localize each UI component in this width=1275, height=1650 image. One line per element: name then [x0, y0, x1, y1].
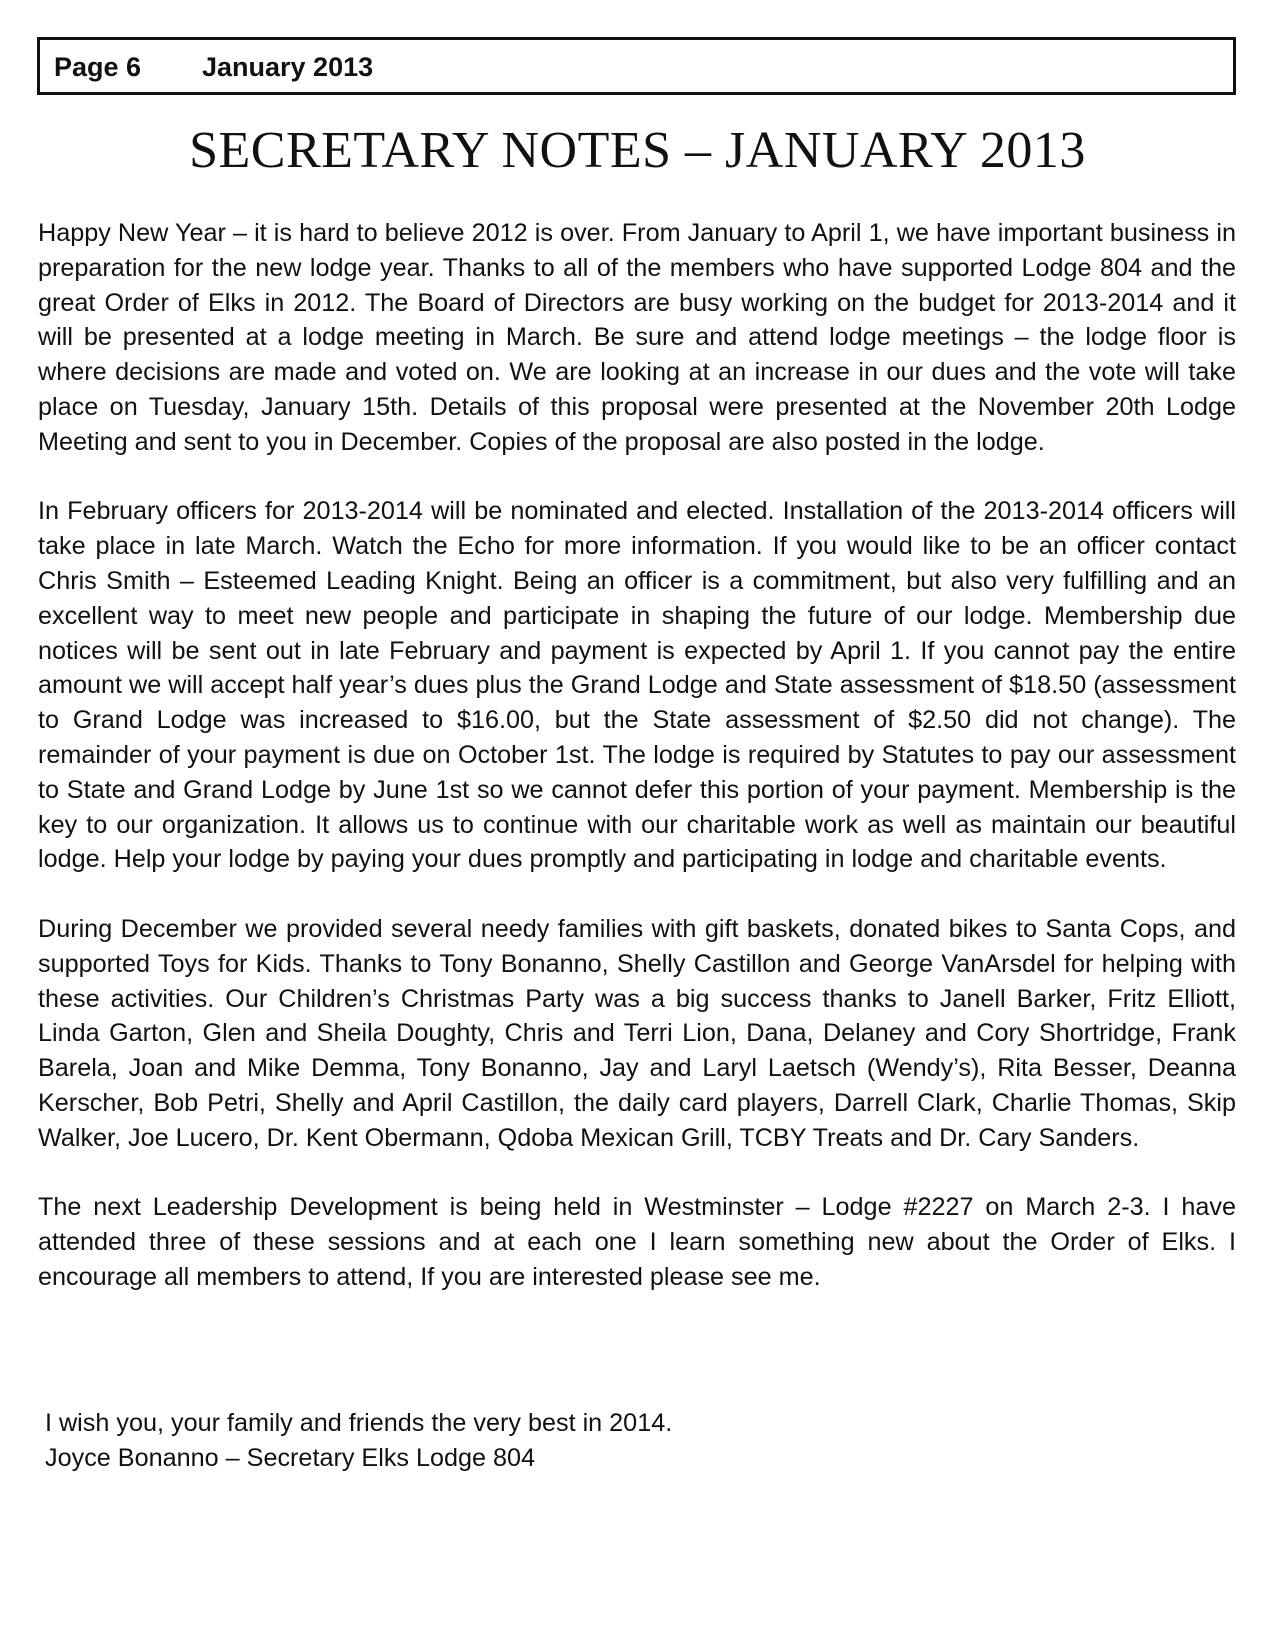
closing-wish: I wish you, your family and friends the very best in 2014. [45, 1409, 673, 1437]
paragraph-new-year: Happy New Year – it is hard to believe 2012 is over. From January to April 1, we have important business in preparation for the new lodge year. Thanks to all of the members who have supported Lodge 804 and the great Order of Elks in 2012. The Board of Directors are busy working on the budget for 2013-2014 and it will be presented at a lodge meeting in March. Be sure and attend lodge meetings – the lodge floor is where decisions are made and voted on. We are looking at an increase in our dues and the vote will take place on Tuesday, January 15th. Details of this proposal were presented at the November 20th Lodge Meeting and sent to you in December. Copies of the proposal are also posted in the lodge. [38, 219, 1236, 456]
page-number: Page 6 [54, 52, 142, 82]
page-header [37, 37, 1236, 95]
signature: Joyce Bonanno – Secretary Elks Lodge 804 [45, 1443, 536, 1472]
paragraph-officers-dues: In February officers for 2013-2014 will be nominated and elected. Installation of the 2013-2014 officers will take place in late March. Watch the Echo for more information. If you would like to be an officer contact Chris Smith – Esteemed Leading Knight. Being an officer is a commitment, but also very fulfilling and an excellent way to meet new people and participate in shaping the future of our lodge. Membership due notices will be sent out in late February and payment is expected by April 1. If you cannot pay the entire amount we will accept half year’s dues plus the Grand Lodge and State assessment of $18.50 (assessment to Grand Lodge was increased to $16.00, but the State assessment of $2.50 did not change). The remainder of your payment is due on October 1st. The lodge is required by Statutes to pay our assessment to State and Grand Lodge by June 1st so we cannot defer this portion of your payment. Membership is the key to our organization. It allows us to continue with our charitable work as well as maintain our beautiful lodge. Help your lodge by paying your dues promptly and participating in lodge and charitable events. [38, 497, 1236, 874]
closing-block [45, 1406, 672, 1476]
paragraph-december-thanks: During December we provided several needy families with gift baskets, donated bikes to Santa Cops, and supported Toys for Kids. Thanks to Tony Bonanno, Shelly Castillon and George VanArsdel for helping with these activities. Our Children’s Christmas Party was a big success thanks to Janell Barker, Fritz Elliott, Linda Garton, Glen and Sheila Doughty, Chris and Terri Lion, Dana, Delaney and Cory Shortridge, Frank Barela, Joan and Mike Demma, Tony Bonanno, Jay and Laryl Laetsch (Wendy’s), Rita Besser, Deanna Kerscher, Bob Petri, Shelly and April Castillon, the daily card players, Darrell Clark, Charlie Thomas, Skip Walker, Joe Lucero, Dr. Kent Obermann, Qdoba Mexican Grill, TCBY Treats and Dr. Cary Sanders. [38, 914, 1236, 1152]
article-body [38, 216, 1236, 1330]
article-title: SECRETARY NOTES – JANUARY 2013 [189, 122, 1086, 179]
paragraph-leadership-development: The next Leadership Development is being held in Westminster – Lodge #2227 on March 2-3. I have attended three of these sessions and at each one I learn something new about the Order of Elks. I encourage all members to attend, If you are interested please see me. [38, 1193, 1236, 1291]
issue-date: January 2013 [202, 52, 374, 82]
